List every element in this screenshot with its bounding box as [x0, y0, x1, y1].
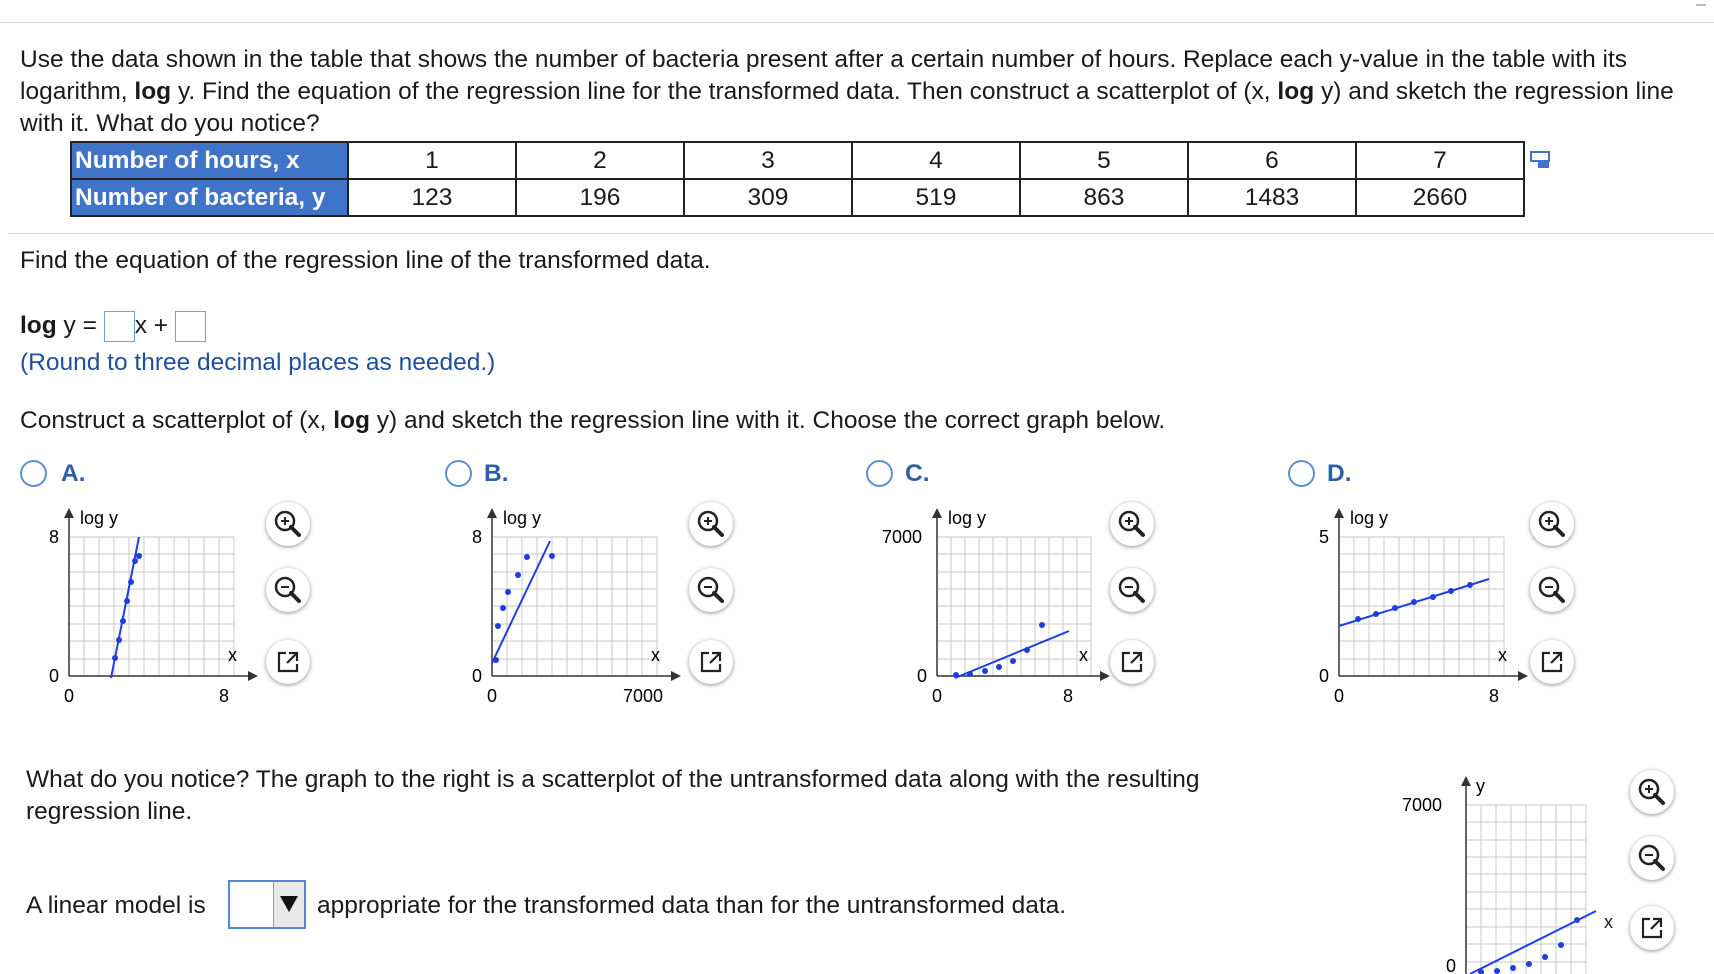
- x-axis-label-a: x: [228, 645, 237, 665]
- zoom-in-icon: [1530, 502, 1574, 546]
- y-cell: 1483: [1188, 179, 1356, 216]
- zoom-in-icon: [689, 502, 733, 546]
- row-label-bacteria: Number of bacteria, y: [71, 179, 348, 216]
- row-label-hours: Number of hours, x: [71, 142, 348, 179]
- y-arrow-untransformed: [1461, 776, 1471, 786]
- zoom-out-button-d[interactable]: [1530, 568, 1574, 612]
- x-cell: 4: [852, 142, 1020, 179]
- x-max-d: 8: [1489, 686, 1500, 706]
- zoom-out-icon: [266, 568, 310, 612]
- eq-y: y =: [56, 312, 104, 339]
- graph-option-c: [880, 500, 1120, 715]
- part2-log: log: [333, 407, 370, 434]
- y-cell: 519: [852, 179, 1020, 216]
- y-cell: 2660: [1356, 179, 1524, 216]
- option-a-label: A.: [61, 460, 86, 487]
- corner-mark: [1696, 0, 1706, 6]
- x-max-c: 8: [1063, 686, 1074, 706]
- points-a: [112, 553, 142, 661]
- question-text: [20, 44, 1700, 140]
- comparison-dropdown[interactable]: [228, 880, 306, 929]
- x-arrow-c: [1100, 671, 1110, 681]
- x-arrow-b: [671, 671, 681, 681]
- grid-c: [937, 537, 1091, 676]
- y-arrow-a: [64, 508, 74, 518]
- popout-button-a[interactable]: [266, 640, 310, 684]
- radio-option-d[interactable]: [1288, 460, 1315, 487]
- slope-input[interactable]: [104, 311, 135, 342]
- zoom-out-icon: [689, 568, 733, 612]
- x-min-c: 0: [932, 686, 943, 706]
- x-axis-label-d: x: [1498, 645, 1507, 665]
- y-min-c: 0: [917, 666, 928, 686]
- zoom-out-button-untransformed[interactable]: [1630, 836, 1674, 880]
- grid-b: [492, 537, 657, 676]
- grid-untransformed: [1466, 805, 1586, 974]
- y-cell: 123: [348, 179, 516, 216]
- part1-prompt: Find the equation of the regression line of the transformed data.: [20, 247, 711, 274]
- equation-row: [20, 311, 206, 342]
- x-cell: 7: [1356, 142, 1524, 179]
- zoom-in-button-d[interactable]: [1530, 502, 1574, 546]
- popout-icon: [1530, 640, 1574, 684]
- section-divider: [8, 233, 1714, 234]
- x-min-d: 0: [1334, 686, 1345, 706]
- y-min-d: 0: [1319, 666, 1330, 686]
- x-max-b: 7000: [623, 686, 664, 706]
- zoom-out-icon: [1630, 836, 1674, 880]
- y-arrow-b: [487, 508, 497, 518]
- regression-line-b: [492, 541, 550, 663]
- x-cell: 1: [348, 142, 516, 179]
- zoom-in-icon: [266, 502, 310, 546]
- linear-model-label: A linear model is: [26, 892, 206, 919]
- graph-untransformed: [1400, 768, 1600, 974]
- popout-button-untransformed[interactable]: [1630, 906, 1674, 950]
- data-table: [70, 141, 1525, 217]
- zoom-in-button-untransformed[interactable]: [1630, 770, 1674, 814]
- regression-line-c: [955, 631, 1069, 678]
- grid-a: [69, 537, 234, 676]
- question-log-1: log: [134, 78, 172, 105]
- zoom-in-button-c[interactable]: [1110, 502, 1154, 546]
- popout-icon: [689, 640, 733, 684]
- y-min-a: 0: [49, 666, 60, 686]
- popout-button-d[interactable]: [1530, 640, 1574, 684]
- radio-option-c[interactable]: [866, 460, 893, 487]
- y-min-untransformed: 0: [1446, 956, 1457, 974]
- y-min-b: 0: [472, 666, 483, 686]
- popout-icon: [1110, 640, 1154, 684]
- zoom-out-icon: [1530, 568, 1574, 612]
- y-max-a: 8: [49, 527, 60, 547]
- y-axis-label-b: log y: [503, 508, 542, 528]
- x-axis-label-c: x: [1079, 645, 1088, 665]
- intercept-input[interactable]: [175, 311, 206, 342]
- part2-prompt: [20, 406, 1165, 436]
- part2-prompt-a: Construct a scatterplot of (x,: [20, 407, 334, 434]
- x-min-b: 0: [487, 686, 498, 706]
- notice-text: What do you notice? The graph to the right is a scatterplot of the untransformed data along with the resulting regression line.: [26, 766, 1200, 825]
- question-end: y) and sketch the regression line with it. What do you notice?: [20, 78, 1674, 137]
- x-min-a: 0: [64, 686, 75, 706]
- y-max-d: 5: [1319, 527, 1330, 547]
- y-max-b: 8: [472, 527, 483, 547]
- table-row-bacteria: [71, 179, 1524, 216]
- x-cell: 2: [516, 142, 684, 179]
- zoom-in-icon: [1110, 502, 1154, 546]
- option-c-label: C.: [905, 460, 930, 487]
- dropdown-button[interactable]: [273, 882, 304, 927]
- copy-table-icon[interactable]: [1530, 151, 1554, 169]
- option-b-label: B.: [484, 460, 509, 487]
- grid-d: [1339, 537, 1504, 676]
- points-b: [493, 553, 555, 663]
- x-arrow-a: [248, 671, 258, 681]
- x-cell: 3: [684, 142, 852, 179]
- chevron-down-icon: [274, 882, 304, 927]
- zoom-in-icon: [1630, 770, 1674, 814]
- popout-button-b[interactable]: [689, 640, 733, 684]
- rounding-hint: (Round to three decimal places as needed.): [20, 349, 496, 376]
- linear-model-tail: appropriate for the transformed data than for the untransformed data.: [317, 892, 1067, 919]
- zoom-out-button-c[interactable]: [1110, 568, 1154, 612]
- y-arrow-c: [932, 508, 942, 518]
- x-max-a: 8: [219, 686, 230, 706]
- y-arrow-d: [1334, 508, 1344, 518]
- y-max-c: 7000: [882, 527, 923, 547]
- graph-option-d: [1310, 500, 1540, 715]
- top-divider: [0, 22, 1714, 23]
- x-cell: 6: [1188, 142, 1356, 179]
- zoom-out-icon: [1110, 568, 1154, 612]
- radio-option-b[interactable]: [445, 460, 472, 487]
- y-axis-label-d: log y: [1350, 508, 1389, 528]
- question-mid: y. Find the equation of the regression line for the transformed data. Then construct a scatterplot of (x,: [171, 78, 1278, 105]
- zoom-in-button-a[interactable]: [266, 502, 310, 546]
- y-cell: 196: [516, 179, 684, 216]
- zoom-out-button-a[interactable]: [266, 568, 310, 612]
- radio-option-a[interactable]: [20, 460, 47, 487]
- x-arrow-d: [1518, 671, 1528, 681]
- question-intro: Use the data shown in the table that shows the number of bacteria present after a certain number of hours. Replace each y-value in the table with its logarithm,: [20, 46, 1628, 105]
- eq-log: log: [20, 312, 57, 339]
- eq-x: x +: [134, 312, 175, 339]
- y-axis-label-a: log y: [80, 508, 119, 528]
- y-axis-label-c: log y: [948, 508, 987, 528]
- part2-prompt-b: y) and sketch the regression line with it. Choose the correct graph below.: [369, 407, 1166, 434]
- y-max-untransformed: 7000: [1402, 795, 1443, 815]
- x-axis-label-untransformed: x: [1604, 912, 1613, 932]
- y-cell: 309: [684, 179, 852, 216]
- graph-option-a: [40, 500, 270, 715]
- graph-option-b: [463, 500, 693, 715]
- x-cell: 5: [1020, 142, 1188, 179]
- option-d-label: D.: [1327, 460, 1352, 487]
- points-c: [953, 622, 1045, 678]
- popout-icon: [1630, 906, 1674, 950]
- zoom-out-button-b[interactable]: [689, 568, 733, 612]
- popout-icon: [266, 640, 310, 684]
- x-axis-label-b: x: [651, 645, 660, 665]
- y-cell: 863: [1020, 179, 1188, 216]
- popout-button-c[interactable]: [1110, 640, 1154, 684]
- y-axis-label-untransformed: y: [1476, 776, 1485, 796]
- zoom-in-button-b[interactable]: [689, 502, 733, 546]
- question-log-2: log: [1277, 78, 1315, 105]
- table-row-hours: [71, 142, 1524, 179]
